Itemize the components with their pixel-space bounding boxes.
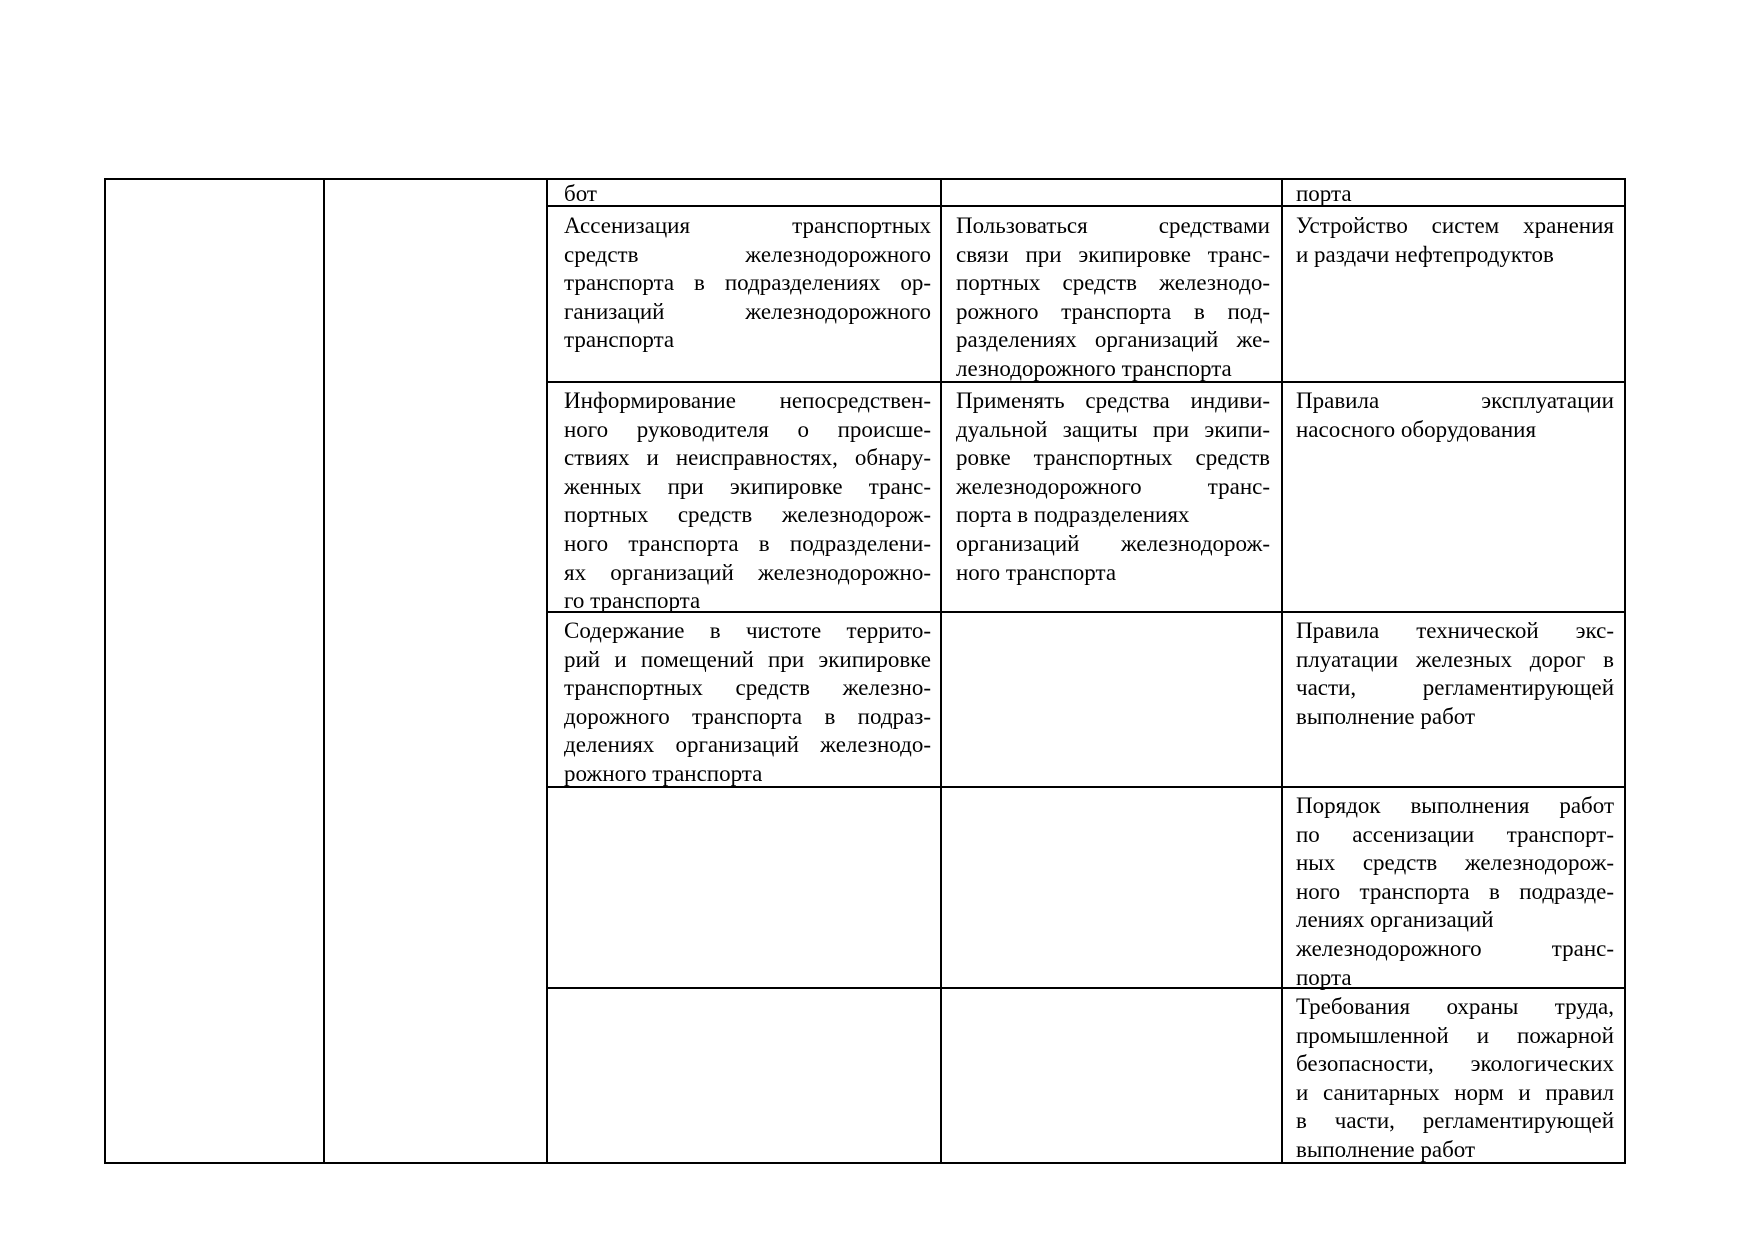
text-line: ях организаций железнодорожно- bbox=[564, 559, 931, 585]
text-line: Правила технической экс- bbox=[1296, 618, 1614, 643]
text-line: в части, регламентирующей bbox=[1296, 1108, 1614, 1134]
text-line: разделениях организаций же- bbox=[956, 327, 1270, 353]
text-line: делениях организаций железнодо- bbox=[564, 732, 931, 758]
cell-r1c3 bbox=[564, 180, 931, 209]
text-line: Пользоваться средствами bbox=[956, 213, 1270, 238]
text-line: связи при экипировке транс- bbox=[956, 241, 1270, 267]
text-line: го транспорта bbox=[564, 588, 701, 614]
text-line: Требования охраны труда, bbox=[1296, 994, 1614, 1019]
text-line: Порядок выполнения работ bbox=[1296, 793, 1614, 818]
text-line: Ассенизация транспортных bbox=[564, 213, 931, 238]
text-line: ного транспорта bbox=[956, 559, 1117, 585]
cell-r2c4 bbox=[956, 212, 1270, 384]
text-line: и раздачи нефтепродуктов bbox=[1296, 241, 1554, 267]
text-line: рожного транспорта bbox=[564, 760, 763, 786]
table-border-col1-col2 bbox=[323, 178, 325, 1164]
text-line: Устройство систем хранения bbox=[1296, 213, 1614, 238]
text-line: порта в подразделениях bbox=[956, 502, 1190, 528]
text-line: насосного оборудования bbox=[1296, 416, 1537, 442]
table-border-col4-col5 bbox=[1281, 178, 1283, 1164]
cell-r2c3 bbox=[564, 212, 931, 355]
text-line: дуальной защиты при экипи- bbox=[956, 416, 1270, 442]
text-line: Применять средства индиви- bbox=[956, 388, 1270, 413]
text-line: лениях организаций bbox=[1296, 907, 1494, 933]
text-line: плуатации железных дорог в bbox=[1296, 646, 1614, 672]
text-line: промышленной и пожарной bbox=[1296, 1022, 1614, 1048]
text-line: порта bbox=[1296, 181, 1352, 206]
text-line: транспортных средств железно- bbox=[564, 675, 931, 701]
cell-r4c5 bbox=[1296, 617, 1614, 731]
text-line: выполнение работ bbox=[1296, 1136, 1476, 1162]
text-line: рожного транспорта в под- bbox=[956, 298, 1270, 324]
text-line: лезнодорожного транспорта bbox=[956, 355, 1232, 381]
table-border-right bbox=[1624, 178, 1626, 1164]
text-line: и санитарных норм и правил bbox=[1296, 1079, 1614, 1105]
text-line: бот bbox=[564, 181, 597, 206]
text-line: выполнение работ bbox=[1296, 703, 1476, 729]
text-line: транспорта bbox=[564, 327, 675, 353]
text-line: средств железнодорожного bbox=[564, 241, 931, 267]
text-line: безопасности, экологических bbox=[1296, 1051, 1614, 1077]
text-line: ного транспорта в подразде- bbox=[1296, 878, 1614, 904]
cell-r2c5 bbox=[1296, 212, 1614, 269]
text-line: портных средств железнодорож- bbox=[564, 502, 931, 528]
text-line: ных средств железнодорож- bbox=[1296, 850, 1614, 876]
text-line: порта bbox=[1296, 964, 1352, 990]
table-border-col3-col4 bbox=[940, 178, 942, 1164]
text-line: дорожного транспорта в подраз- bbox=[564, 703, 931, 729]
text-line: ганизаций железнодорожного bbox=[564, 298, 931, 324]
text-line: железнодорожного транс- bbox=[1296, 935, 1614, 961]
text-line: по ассенизации транспорт- bbox=[1296, 821, 1614, 847]
text-line: Содержание в чистоте террито- bbox=[564, 618, 931, 643]
text-line: портных средств железнодо- bbox=[956, 270, 1270, 296]
text-line: Правила эксплуатации bbox=[1296, 388, 1614, 413]
text-line: рий и помещений при экипировке bbox=[564, 646, 931, 672]
cell-r1c5 bbox=[1296, 180, 1614, 209]
cell-r3c5 bbox=[1296, 387, 1614, 444]
text-line: ного руководителя о происше- bbox=[564, 416, 931, 442]
text-line: организаций железнодорож- bbox=[956, 530, 1270, 556]
table-border-col2-col3 bbox=[546, 178, 548, 1164]
text-line: части, регламентирующей bbox=[1296, 675, 1614, 701]
text-line: ствиях и неисправностях, обнару- bbox=[564, 445, 931, 471]
text-line: железнодорожного транс- bbox=[956, 473, 1270, 499]
cell-r4c3 bbox=[564, 617, 931, 789]
text-line: Информирование непосредствен- bbox=[564, 388, 931, 413]
cell-r3c4 bbox=[956, 387, 1270, 587]
table-border-left bbox=[104, 178, 106, 1164]
text-line: женных при экипировке транс- bbox=[564, 473, 931, 499]
cell-r6c5 bbox=[1296, 993, 1614, 1165]
cell-r5c5 bbox=[1296, 792, 1614, 992]
cell-r3c3 bbox=[564, 387, 931, 616]
text-line: ровке транспортных средств bbox=[956, 445, 1270, 471]
text-line: ного транспорта в подразделени- bbox=[564, 530, 931, 556]
text-line: транспорта в подразделениях ор- bbox=[564, 270, 931, 296]
